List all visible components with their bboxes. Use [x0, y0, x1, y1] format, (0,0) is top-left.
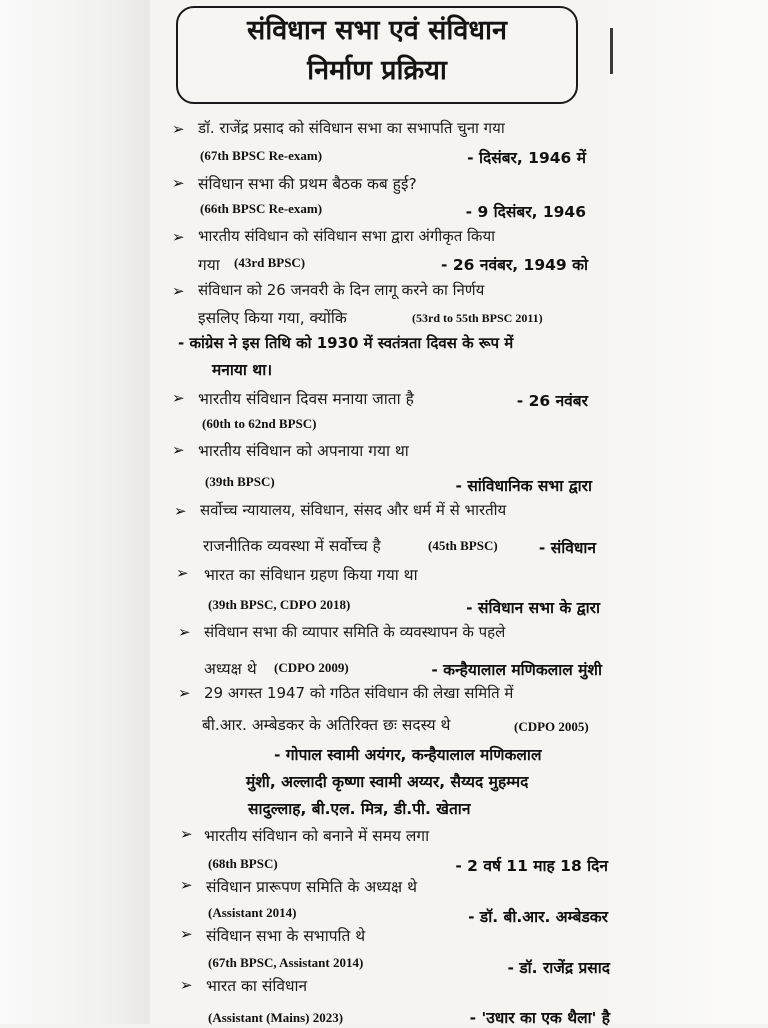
answer-text: - 9 दिसंबर, 1946: [465, 203, 586, 221]
question-text-line-2: राजनीतिक व्यवस्था में सर्वोच्च है: [203, 537, 381, 555]
exam-tag: (39th BPSC, CDPO 2018): [208, 597, 351, 612]
page-margin-right: [608, 0, 768, 1024]
answer-text: - कन्हैयालाल मणिकलाल मुंशी: [431, 661, 602, 679]
question-text-line-2: बी.आर. अम्बेडकर के अतिरिक्त छः सदस्य थे: [202, 716, 451, 734]
question-text: भारतीय संविधान दिवस मनाया जाता है: [198, 390, 414, 408]
answer-text: - 'उधार का एक थैला' है: [469, 1009, 610, 1027]
exam-tag: (39th BPSC): [205, 474, 275, 489]
page-title-line-1: संविधान सभा एवं संविधान: [246, 15, 508, 46]
bullet-arrow-icon: ➢: [180, 976, 193, 994]
answer-text: - डॉ. बी.आर. अम्बेडकर: [468, 908, 608, 926]
question-text: सर्वोच्च न्यायालय, संविधान, संसद और धर्म में से भारतीय: [200, 501, 507, 519]
question-text: भारतीय संविधान को संविधान सभा द्वारा अंगीकृत किया: [198, 227, 496, 245]
page-edge-mark: [610, 28, 613, 74]
question-text: संविधान को 26 जनवरी के दिन लागू करने का निर्णय: [198, 281, 485, 299]
question-text: भारतीय संविधान को बनाने में समय लगा: [204, 827, 430, 845]
answer-text: - 2 वर्ष 11 माह 18 दिन: [455, 857, 608, 875]
answer-text: - गोपाल स्वामी अयंगर, कन्हैयालाल मणिकलाल: [274, 746, 542, 764]
exam-tag: (66th BPSC Re-exam): [200, 201, 323, 216]
answer-text-line-3: सादुल्लाह, बी.एल. मित्र, डी.पी. खेतान: [248, 800, 471, 818]
exam-tag: (67th BPSC, Assistant 2014): [208, 955, 364, 970]
exam-tag: (67th BPSC Re-exam): [200, 148, 323, 163]
bullet-arrow-icon: ➢: [172, 174, 185, 192]
question-text-line-2: गया: [198, 256, 220, 274]
bullet-arrow-icon: ➢: [178, 684, 191, 702]
question-text: 29 अगस्त 1947 को गठित संविधान की लेखा समिति में: [204, 684, 514, 702]
answer-text: - संविधान सभा के द्वारा: [466, 599, 600, 617]
bullet-arrow-icon: ➢: [172, 228, 185, 246]
exam-tag: (Assistant 2014): [208, 905, 297, 920]
answer-text: - सांविधानिक सभा द्वारा: [455, 477, 592, 495]
answer-text: - 26 नवंबर: [516, 392, 588, 410]
answer-text: - दिसंबर, 1946 में: [467, 149, 586, 167]
exam-tag: (CDPO 2009): [274, 660, 349, 675]
explanation-text-line-2: मनाया था।: [212, 361, 273, 379]
exam-tag: (45th BPSC): [428, 538, 498, 553]
question-text-line-2: इसलिए किया गया, क्योंकि: [198, 309, 347, 327]
question-text: भारतीय संविधान को अपनाया गया था: [198, 442, 409, 460]
question-text: संविधान सभा की प्रथम बैठक कब हुई?: [198, 175, 417, 193]
answer-text: - डॉ. राजेंद्र प्रसाद: [507, 959, 610, 977]
bullet-arrow-icon: ➢: [180, 876, 193, 894]
answer-text: - संविधान: [538, 539, 596, 557]
bullet-arrow-icon: ➢: [172, 389, 185, 407]
bullet-arrow-icon: ➢: [176, 564, 189, 582]
exam-tag: (CDPO 2005): [514, 719, 589, 734]
exam-tag: (53rd to 55th BPSC 2011): [412, 311, 543, 325]
bullet-arrow-icon: ➢: [172, 441, 185, 459]
explanation-text: - कांग्रेस ने इस तिथि को 1930 में स्वतंत्रता दिवस के रूप में: [178, 334, 514, 352]
bullet-arrow-icon: ➢: [172, 282, 185, 300]
exam-tag: (Assistant (Mains) 2023): [208, 1010, 344, 1025]
bullet-arrow-icon: ➢: [178, 623, 191, 641]
question-text: भारत का संविधान ग्रहण किया गया था: [204, 566, 418, 584]
answer-text-line-2: मुंशी, अल्लादी कृष्णा स्वामी अय्यर, सैय्यद मुहम्मद: [246, 773, 529, 791]
page-title-line-2: निर्माण प्रक्रिया: [307, 55, 447, 86]
exam-tag: (60th to 62nd BPSC): [202, 416, 317, 431]
answer-text: - 26 नवंबर, 1949 को: [441, 256, 588, 274]
bullet-arrow-icon: ➢: [172, 120, 185, 138]
question-text: संविधान सभा की व्यापार समिति के व्यवस्थापन के पहले: [204, 623, 506, 641]
question-text: संविधान प्रारूपण समिति के अध्यक्ष थे: [206, 878, 417, 896]
exam-tag: (43rd BPSC): [234, 255, 306, 270]
question-text-line-2: अध्यक्ष थे: [204, 660, 257, 678]
question-text: भारत का संविधान: [206, 977, 308, 995]
bullet-arrow-icon: ➢: [180, 825, 193, 843]
bullet-arrow-icon: ➢: [180, 925, 193, 943]
bullet-arrow-icon: ➢: [174, 502, 187, 520]
page-margin-left: [0, 0, 150, 1024]
question-text: संविधान सभा के सभापति थे: [206, 927, 366, 945]
exam-tag: (68th BPSC): [208, 856, 278, 871]
question-text: डॉ. राजेंद्र प्रसाद को संविधान सभा का सभापति चुना गया: [198, 119, 505, 137]
